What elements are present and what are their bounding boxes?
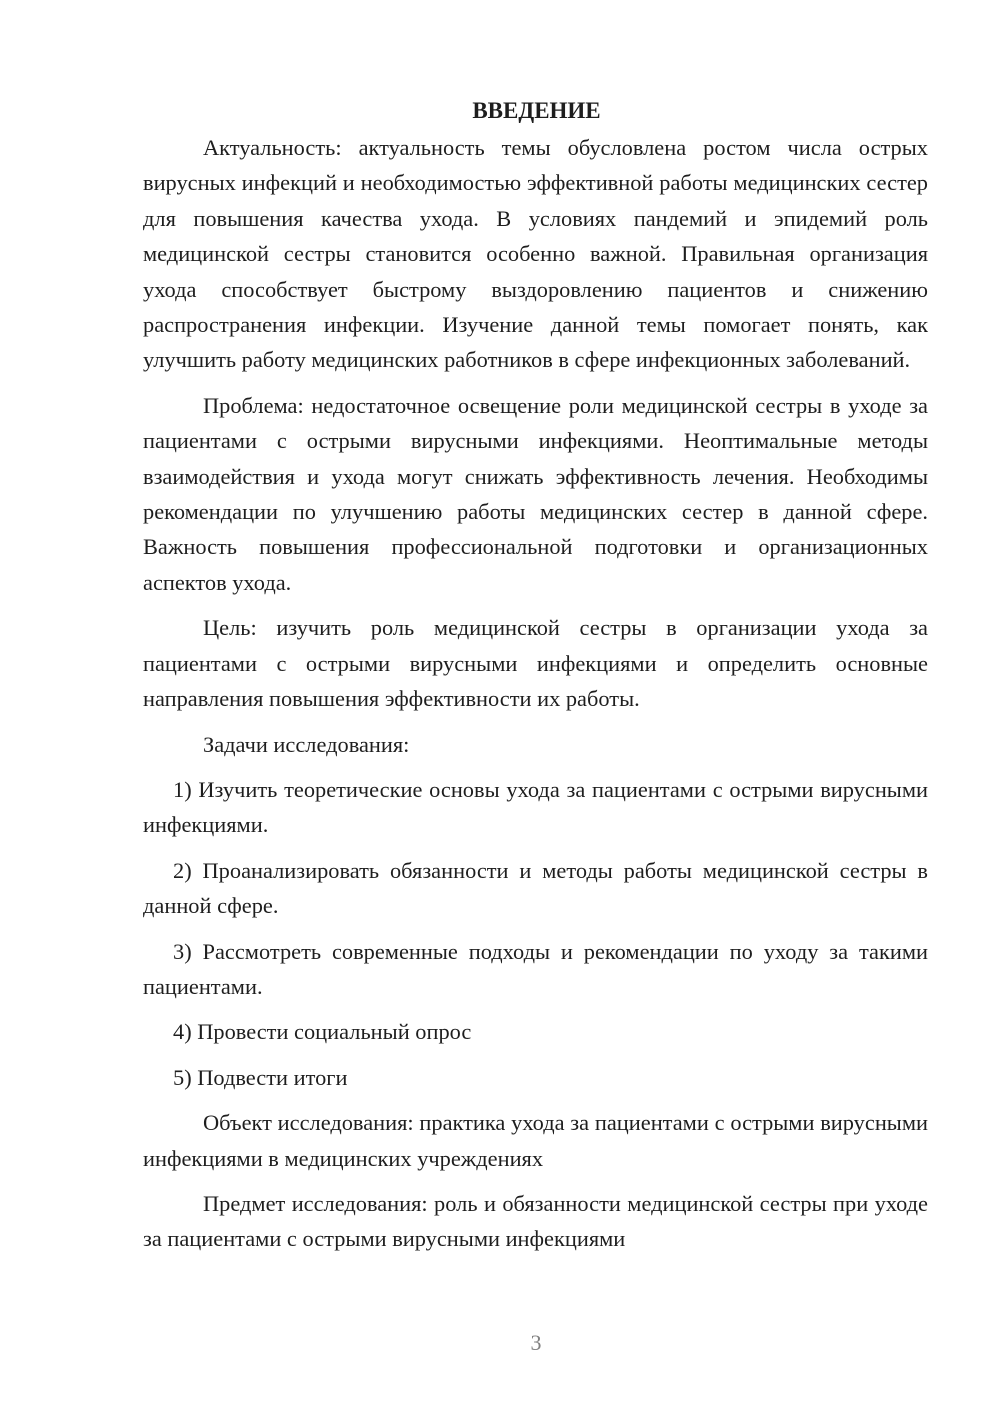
section-title: ВВЕДЕНИЕ [472, 98, 601, 123]
paragraph-research-object: Объект исследования: практика ухода за пациентами с острыми вирусными инфекциями в медицинских учреждениях [143, 1110, 928, 1171]
paragraph-research-subject: Предмет исследования: роль и обязанности медицинской сестры при уходе за пациентами с острыми вирусными инфекциями [143, 1190, 928, 1252]
task-item-4: 4) Провести социальный опрос [173, 1019, 472, 1045]
task-item-2: 2) Проанализировать обязанности и методы работы медицинской сестры в данной сфере. [143, 857, 928, 919]
paragraph-goal: Цель: изучить роль медицинской сестры в организации ухода за пациентами с острыми вирусными инфекциями и определить основные направления повышения эффективности их работы. [143, 615, 928, 712]
paragraph-tasks-heading: Задачи исследования: [203, 731, 410, 757]
paragraph-relevance: Актуальность: актуальность темы обусловлена ростом числа острых вирусных инфекций и необходимостью эффективной работы медицинских сестер для повышения качества ухода. В условиях пандемий и эпидемий роль медицинской сестры становится особенно важной. Правильная организация ухода способствует быстрому выздоровлению пациентов и снижению распространения инфекции. Изучение данной темы помогает понять, как улучшить работу медицинских работников в сфере инфекционных заболеваний. [143, 135, 928, 373]
task-item-1: 1) Изучить теоретические основы ухода за пациентами с острыми вирусными инфекциями. [143, 776, 928, 838]
document-page [143, 93, 928, 1267]
task-item-3: 3) Рассмотреть современные подходы и рекомендации по уходу за такими пациентами. [143, 938, 928, 999]
page-number: 3 [530, 1330, 542, 1355]
paragraph-problem: Проблема: недостаточное освещение роли медицинской сестры в уходе за пациентами с острыми вирусными инфекциями. Неоптимальные методы взаимодействия и ухода могут снижать эффективность лечения. Необходимы рекомендации по улучшению работы медицинских сестер в данной сфере. Важность повышения профессиональной подготовки и организационных аспектов ухода. [143, 392, 928, 595]
task-item-5: 5) Подвести итоги [173, 1064, 348, 1090]
